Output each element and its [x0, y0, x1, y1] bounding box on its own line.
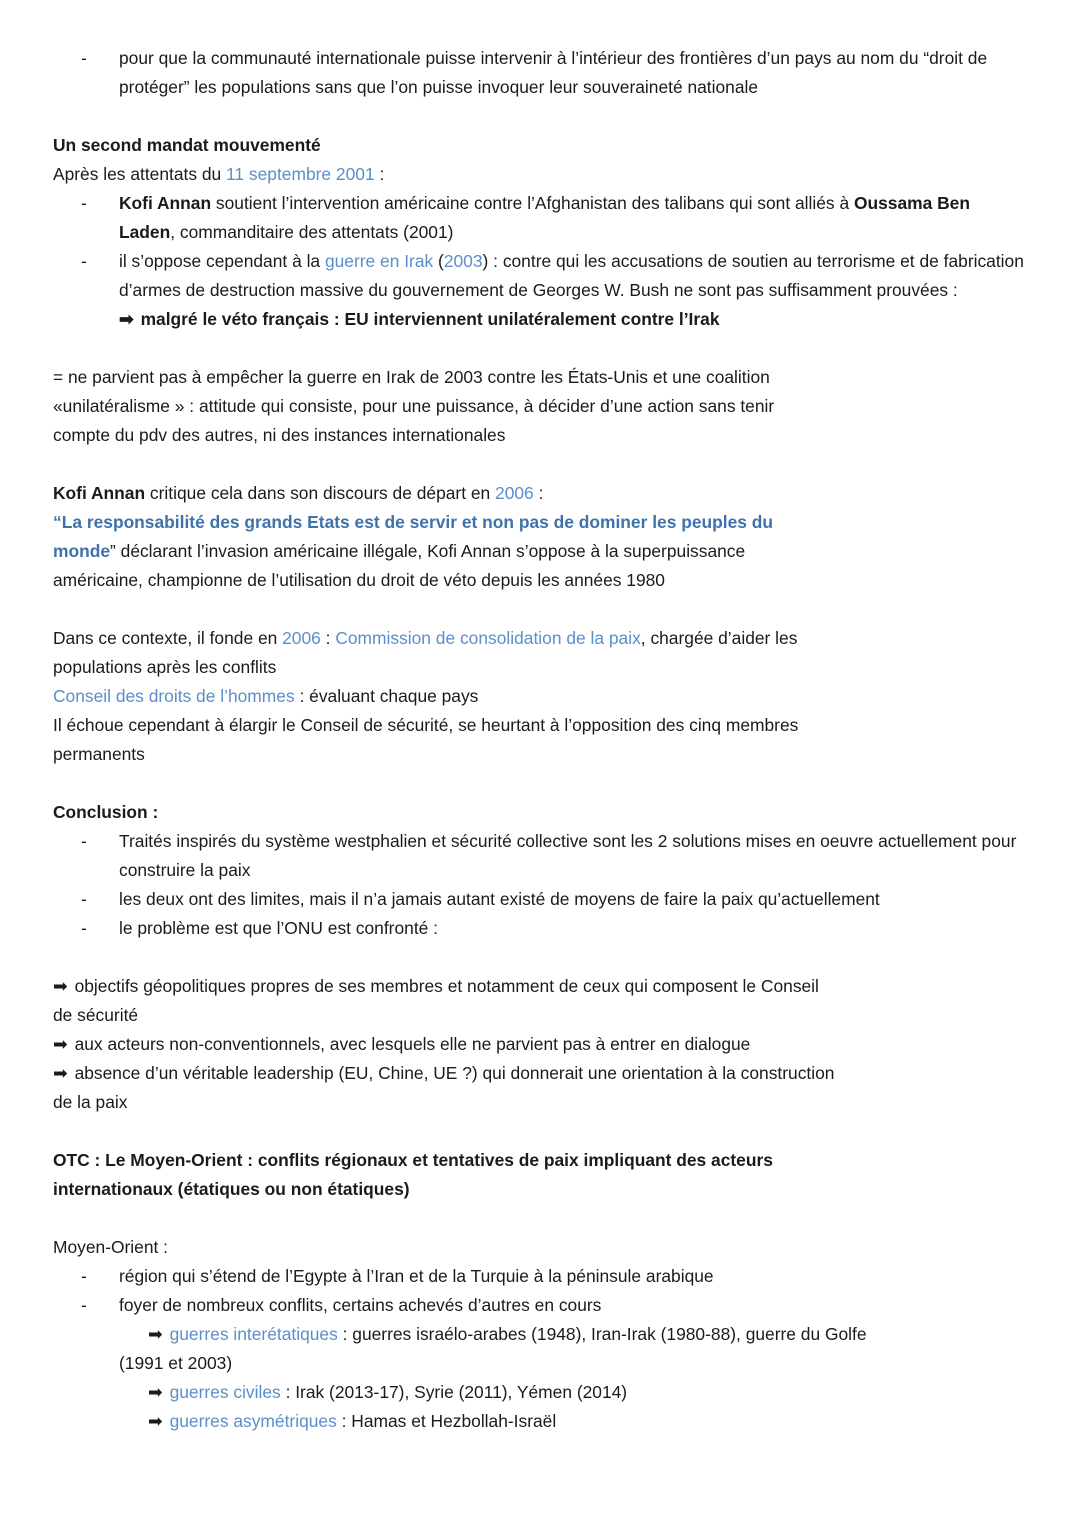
- list-item: [53, 1291, 1025, 1320]
- spacer: [53, 943, 1025, 972]
- date-highlight-2003: 2003: [443, 251, 483, 271]
- arrow-right-icon: ➡: [53, 976, 68, 996]
- text-fragment: objectifs géopolitiques propres de ses membres et notamment de ceux qui composent le Conseil: [74, 976, 819, 996]
- entity-highlight-conseil-droits-hommes: Conseil des droits de l’hommes: [53, 686, 295, 706]
- text-fragment: : guerres israélo-arabes (1948), Iran-Irak (1980-88), guerre du Golfe: [337, 1324, 867, 1344]
- text-line: nationale: [687, 77, 759, 97]
- arrow-item-absence-leadership: [53, 1059, 1025, 1088]
- text-fragment: absence d’un véritable leadership (EU, Chine, UE ?) qui donnerait une orientation à la construction: [74, 1063, 835, 1083]
- person-name-kofi-annan: Kofi Annan: [119, 193, 212, 213]
- text-fragment: , commanditaire des attentats (2001): [170, 222, 454, 242]
- list-item: [53, 827, 1025, 885]
- dash-bullet-marker: -: [81, 918, 87, 938]
- text-fragment: à: [839, 193, 854, 213]
- section-heading-conclusion: Conclusion :: [53, 802, 159, 822]
- list-item: [53, 1262, 1025, 1291]
- text-fragment: :: [533, 483, 544, 503]
- arrow-right-icon: ➡: [53, 1034, 68, 1054]
- section-heading-otc-line2: internationaux (étatiques ou non étatiques): [53, 1179, 410, 1199]
- entity-highlight-commission-consolidation-paix: Commission de consolidation de la paix: [335, 628, 641, 648]
- arrow-item-leadership-continuation: de la paix: [53, 1092, 128, 1112]
- text-line: les deux ont des limites, mais il n’a jamais autant existé de moyens de faire la paix: [119, 889, 754, 909]
- quotation-text: La responsabilité des grands Etats est de servir et non pas de dominer les peuples du: [61, 512, 773, 532]
- list-item-body: [119, 827, 1025, 885]
- text-line: Bush ne sont pas suffisamment prouvées :: [629, 280, 958, 300]
- list-item: [53, 44, 1025, 102]
- arrow-item-guerres-interetatiques: [53, 1320, 1025, 1349]
- list-item-body: le problème est que l’ONU est confronté :: [119, 918, 438, 938]
- text-fragment: : Hamas et Hezbollah-Israël: [336, 1411, 557, 1431]
- list-item-body: [119, 189, 1025, 247]
- arrow-item-guerres-civiles: [53, 1378, 1025, 1407]
- spacer: [53, 1204, 1025, 1233]
- text-fragment: , chargée d’aider les: [640, 628, 798, 648]
- quotation-text: monde: [53, 541, 111, 561]
- document-body: [53, 44, 1025, 1436]
- list-item: [53, 914, 1025, 943]
- topic-highlight-guerres-interetatiques: guerres interétatiques: [169, 1324, 338, 1344]
- label-moyen-orient: Moyen-Orient :: [53, 1237, 169, 1257]
- paragraph-lead-attentats: [53, 160, 1025, 189]
- dash-bullet-marker: -: [81, 831, 87, 851]
- date-highlight-11-septembre-2001: 11 septembre 2001: [226, 164, 375, 184]
- paragraph-quote-line1: [53, 508, 1025, 537]
- paragraph-unilateralisme-line3: compte du pdv des autres, ni des instances internationales: [53, 425, 506, 445]
- paragraph-discours-lead: [53, 479, 1025, 508]
- list-item-body: foyer de nombreux conflits, certains achevés d’autres en cours: [119, 1295, 602, 1315]
- text-fragment: Après les attentats du: [53, 164, 227, 184]
- paragraph-discours-line3: américaine, championne de l’utilisation du droit de véto depuis les années 1980: [53, 570, 665, 590]
- paragraph-unilateralisme-line2: «unilatéralisme » : attitude qui consiste, pour une puissance, à décider d’une action sans tenir: [53, 396, 775, 416]
- arrow-right-icon: ➡: [53, 1063, 68, 1083]
- text-fragment: aux acteurs non-conventionnels, avec lesquels elle ne parvient pas à entrer en dialogue: [74, 1034, 751, 1054]
- paragraph-commission-line4: Il échoue cependant à élargir le Conseil de sécurité, se heurtant à l’opposition des cinq membres: [53, 715, 799, 735]
- arrow-item-interetatiques-continuation: (1991 et 2003): [119, 1353, 233, 1373]
- text-fragment: : Irak (2013-17), Syrie (2011), Yémen (2014): [280, 1382, 628, 1402]
- spacer: [53, 1117, 1025, 1146]
- date-highlight-2006: 2006: [495, 483, 534, 503]
- arrow-conclusion-veto: [53, 305, 1025, 334]
- text-fragment: (: [433, 251, 444, 271]
- paragraph-quote-line2: [53, 537, 1025, 566]
- text-fragment: ) : contre qui les accusations de soutien au: [482, 251, 813, 271]
- paragraph-conseil-droits-homme: [53, 682, 1025, 711]
- text-fragment: Dans ce contexte, il fonde en: [53, 628, 283, 648]
- dash-bullet-marker: -: [81, 889, 87, 909]
- text-fragment: soutient l’intervention américaine contre l’Afghanistan des talibans qui sont alliés: [211, 193, 835, 213]
- arrow-right-icon: ➡: [119, 309, 134, 329]
- date-highlight-2006: 2006: [282, 628, 321, 648]
- person-name-oussama-ben-laden: Oussama Ben Laden: [119, 193, 970, 242]
- text-line: qu’actuellement: [757, 889, 880, 909]
- paragraph-commission-line2: populations après les conflits: [53, 657, 277, 677]
- text-line: Traités inspirés du système westphalien et sécurité collective sont les 2 solutions mises en: [119, 831, 816, 851]
- topic-highlight-guerres-civiles: guerres civiles: [169, 1382, 281, 1402]
- quote-open-mark: “: [53, 512, 62, 532]
- spacer: [53, 769, 1025, 798]
- spacer: [53, 102, 1025, 131]
- topic-highlight-guerres-asymetriques: guerres asymétriques: [169, 1411, 337, 1431]
- dash-bullet-marker: -: [81, 1266, 87, 1286]
- dash-bullet-marker: -: [81, 251, 87, 271]
- text-fragment: :: [320, 628, 336, 648]
- text-fragment: malgré le véto français : EU interviennent unilatéralement contre l’Irak: [140, 309, 720, 329]
- paragraph-commission-line5: permanents: [53, 744, 145, 764]
- dash-bullet-marker: -: [81, 48, 87, 68]
- text-fragment: :: [374, 164, 385, 184]
- section-heading-second-mandat: Un second mandat mouvementé: [53, 135, 321, 155]
- list-item-body: [119, 44, 1025, 102]
- text-fragment: : évaluant chaque pays: [294, 686, 479, 706]
- spacer: [53, 450, 1025, 479]
- arrow-item-objectifs-geopolitiques: [53, 972, 1025, 1001]
- arrow-item-acteurs-non-conventionnels: [53, 1030, 1025, 1059]
- spacer: [53, 595, 1025, 624]
- text-line: terrorisme et de fabrication d’armes de destruction massive du gouvernement de Georges W.: [119, 251, 1024, 300]
- text-fragment: déclarant l’invasion américaine illégale, Kofi Annan s’oppose à la superpuissance: [115, 541, 746, 561]
- list-item: [53, 885, 1025, 914]
- arrow-right-icon: ➡: [148, 1382, 163, 1402]
- arrow-right-icon: ➡: [148, 1324, 163, 1344]
- dash-bullet-marker: -: [81, 193, 87, 213]
- text-line: au nom du “droit de protéger” les populations sans que l’on puisse invoquer leur souveraineté: [119, 48, 988, 97]
- quote-close-mark: ”: [110, 541, 116, 561]
- arrow-item-objectifs-continuation: de sécurité: [53, 1005, 139, 1025]
- paragraph-unilateralisme-line1: = ne parvient pas à empêcher la guerre en Irak de 2003 contre les États-Unis et une coalition: [53, 367, 770, 387]
- list-item-body: [119, 247, 1025, 305]
- arrow-item-guerres-asymetriques: [53, 1407, 1025, 1436]
- list-item-body: région qui s’étend de l’Egypte à l’Iran et de la Turquie à la péninsule arabique: [119, 1266, 714, 1286]
- list-item: [53, 247, 1025, 305]
- text-fragment: il s’oppose cependant à la: [119, 251, 325, 271]
- text-fragment: critique cela dans son discours de départ en: [145, 483, 496, 503]
- topic-highlight-guerre-en-irak: guerre en Irak: [324, 251, 434, 271]
- arrow-right-icon: ➡: [148, 1411, 163, 1431]
- person-name-kofi-annan: Kofi Annan: [53, 483, 146, 503]
- list-item-body: [119, 885, 1025, 914]
- text-line: oeuvre actuellement pour construire la paix: [119, 831, 1017, 880]
- dash-bullet-marker: -: [81, 1295, 87, 1315]
- list-item: [53, 189, 1025, 247]
- text-line: pour que la communauté internationale puisse intervenir à l’intérieur des frontières d’un pays: [119, 48, 832, 68]
- section-heading-otc-line1: OTC : Le Moyen-Orient : conflits régionaux et tentatives de paix impliquant des acteurs: [53, 1150, 773, 1170]
- paragraph-commission-line1: [53, 624, 1025, 653]
- spacer: [53, 334, 1025, 363]
